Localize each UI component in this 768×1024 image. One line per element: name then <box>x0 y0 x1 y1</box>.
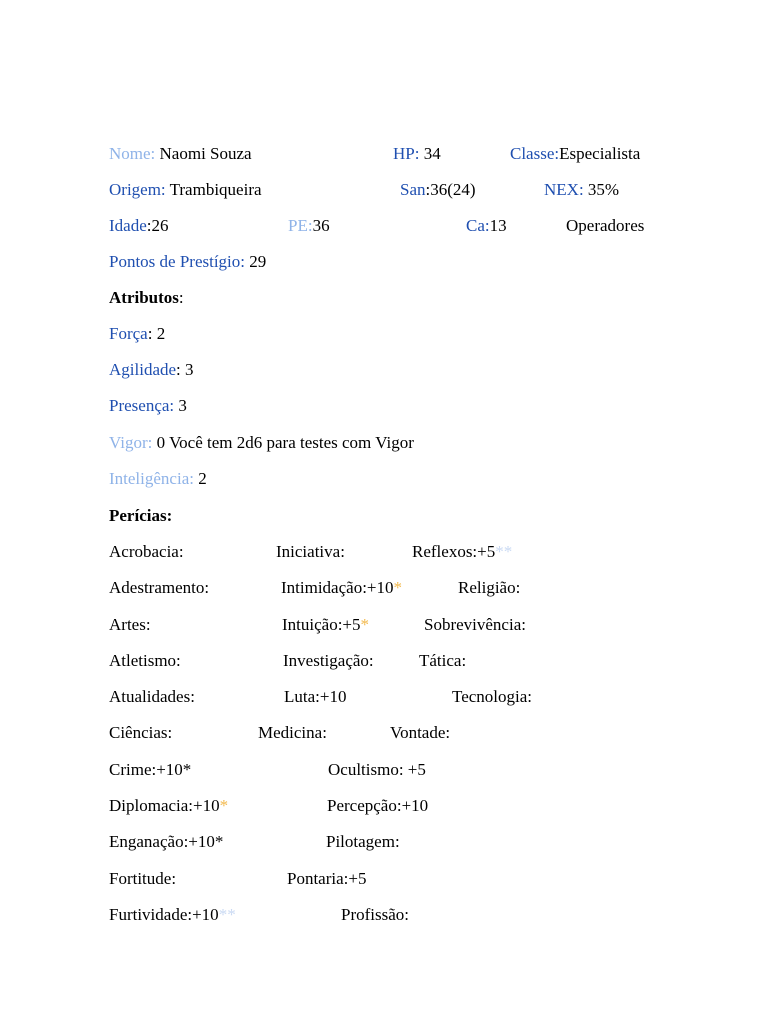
pericia-pilotagem: Pilotagem: <box>326 832 400 851</box>
pericia-religiao: Religião: <box>458 578 521 597</box>
pericia-adestramento: Adestramento: <box>109 578 210 597</box>
pericia-vontade: Vontade: <box>390 723 451 742</box>
prestigio-label: Pontos de Prestígio: <box>109 252 246 271</box>
reflexos-text: Reflexos:+5 <box>412 542 496 561</box>
ca-label: Ca: <box>466 216 490 235</box>
diplomacia-text: Diplomacia:+10 <box>109 796 220 815</box>
forca-value: : 2 <box>147 324 166 343</box>
nex-field <box>544 180 619 200</box>
origem-field <box>109 180 262 200</box>
hp-label: HP: <box>393 144 420 163</box>
forca-label: Força <box>109 324 148 343</box>
idade-field <box>109 216 169 236</box>
nome-field <box>109 144 252 164</box>
pericia-crime: Crime:+10* <box>109 760 192 779</box>
pericia-iniciativa: Iniciativa: <box>276 542 345 561</box>
pericia-atletismo: Atletismo: <box>109 651 181 670</box>
operadores-text: Operadores <box>566 216 645 235</box>
pe-field <box>288 216 330 236</box>
prestigio-value: 29 <box>249 252 267 271</box>
pericia-luta: Luta:+10 <box>284 687 347 706</box>
pericia-investigacao: Investigação: <box>283 651 374 670</box>
pericia-intimidacao <box>281 578 402 598</box>
agilidade-label: Agilidade <box>109 360 177 379</box>
pericia-acrobacia: Acrobacia: <box>109 542 184 561</box>
pericia-sobrevivencia: Sobrevivência: <box>424 615 526 634</box>
presenca-field <box>109 396 187 416</box>
pericia-medicina: Medicina: <box>258 723 327 742</box>
pericia-intuicao <box>282 615 369 635</box>
agilidade-field <box>109 360 194 380</box>
nome-label: Nome: <box>109 144 156 163</box>
pericia-reflexos <box>412 542 512 562</box>
pericia-fortitude: Fortitude: <box>109 869 177 888</box>
intuicao-mark: * <box>360 615 370 634</box>
pericia-diplomacia <box>109 796 228 816</box>
vigor-value: 0 Você tem 2d6 para testes com Vigor <box>156 433 414 452</box>
classe-label: Classe: <box>510 144 560 163</box>
idade-label: Idade <box>109 216 147 235</box>
pericia-ciencias: Ciências: <box>109 723 173 742</box>
origem-label: Origem: <box>109 180 166 199</box>
pe-label: PE: <box>288 216 313 235</box>
presenca-label: Presença: <box>109 396 175 415</box>
atributos-title: Atributos <box>109 288 179 307</box>
classe-field <box>510 144 640 164</box>
classe-value: Especialista <box>559 144 641 163</box>
agilidade-value: : 3 <box>176 360 194 379</box>
forca-field <box>109 324 165 344</box>
inteligencia-label: Inteligência: <box>109 469 194 488</box>
pericia-profissao: Profissão: <box>341 905 409 924</box>
intimidacao-text: Intimidação:+10 <box>281 578 394 597</box>
origem-value: Trambiqueira <box>169 180 262 199</box>
pe-value: 36 <box>312 216 330 235</box>
ca-value: 13 <box>489 216 507 235</box>
inteligencia-field <box>109 469 207 489</box>
san-value: :36(24) <box>425 180 476 199</box>
san-field <box>400 180 476 200</box>
furtividade-mark: ** <box>218 905 236 924</box>
pericia-atualidades: Atualidades: <box>109 687 195 706</box>
hp-field <box>393 144 441 164</box>
intuicao-text: Intuição:+5 <box>282 615 361 634</box>
prestigio-field <box>109 252 266 272</box>
pericia-tecnologia: Tecnologia: <box>452 687 533 706</box>
pericia-furtividade <box>109 905 236 925</box>
nex-label: NEX: <box>544 180 584 199</box>
atributos-heading <box>109 288 184 308</box>
reflexos-mark: ** <box>495 542 513 561</box>
presenca-value: 3 <box>178 396 187 415</box>
vigor-field <box>109 433 414 453</box>
pericia-tatica: Tática: <box>419 651 467 670</box>
nome-value: Naomi Souza <box>159 144 252 163</box>
pericias-heading: Perícias: <box>109 506 173 525</box>
atributos-colon: : <box>178 288 184 307</box>
hp-value: 34 <box>423 144 441 163</box>
pericia-percepcao: Percepção:+10 <box>327 796 429 815</box>
pericia-pontaria: Pontaria:+5 <box>287 869 367 888</box>
pericia-artes: Artes: <box>109 615 151 634</box>
san-label: San <box>400 180 426 199</box>
furtividade-text: Furtividade:+10 <box>109 905 219 924</box>
ca-field <box>466 216 507 236</box>
vigor-label: Vigor: <box>109 433 153 452</box>
nex-value: 35% <box>587 180 620 199</box>
idade-value: :26 <box>146 216 169 235</box>
intimidacao-mark: * <box>393 578 403 597</box>
pericia-ocultismo: Ocultismo: +5 <box>328 760 426 779</box>
diplomacia-mark: * <box>219 796 229 815</box>
pericia-enganacao: Enganação:+10* <box>109 832 224 851</box>
inteligencia-value: 2 <box>198 469 207 488</box>
